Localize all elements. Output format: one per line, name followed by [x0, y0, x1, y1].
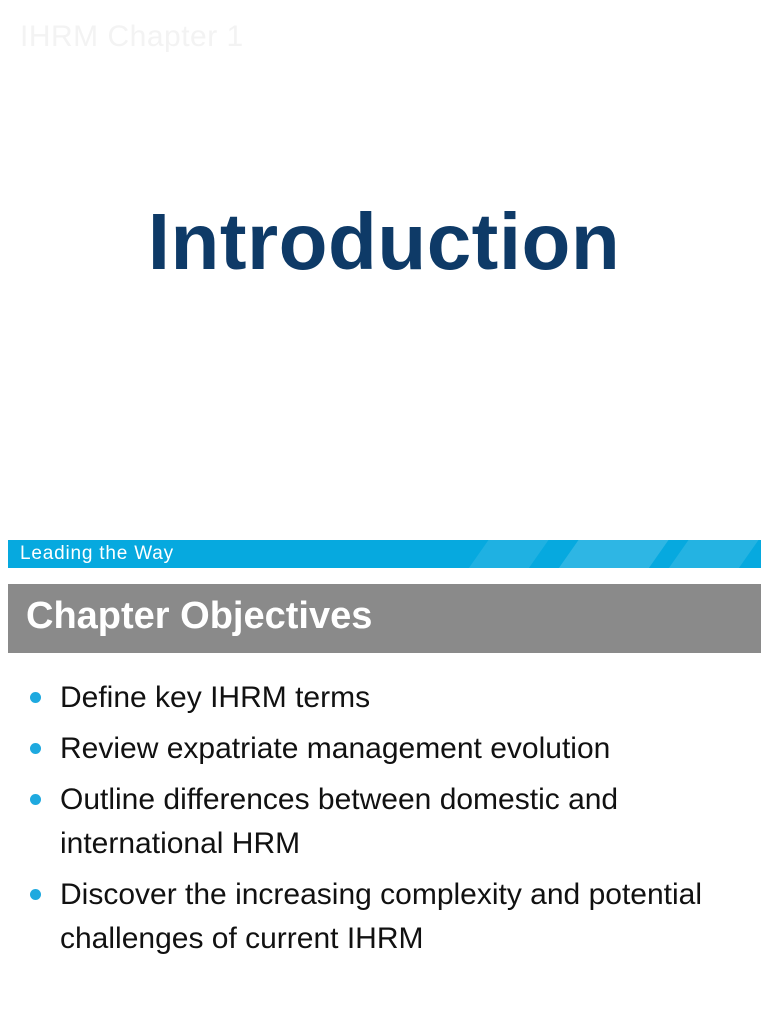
- watermark-text: IHRM Chapter 1: [20, 20, 244, 53]
- objectives-header: [8, 584, 761, 653]
- slide-title: Introduction: [147, 197, 621, 286]
- bullet-dot-icon: [30, 743, 41, 754]
- list-item: [26, 873, 746, 961]
- leading-the-way-ribbon: [8, 540, 761, 568]
- list-item-text: Outline differences between domestic and international HRM: [60, 783, 619, 860]
- list-item-text: Review expatriate management evolution: [60, 732, 611, 765]
- ribbon-label: Leading the Way: [20, 543, 174, 564]
- objectives-title: Chapter Objectives: [26, 595, 373, 637]
- bullet-dot-icon: [30, 794, 41, 805]
- ribbon-decoration: [543, 540, 682, 568]
- list-item: [26, 676, 746, 720]
- bullet-dot-icon: [30, 692, 41, 703]
- ribbon-decoration: [653, 540, 761, 568]
- ribbon-decoration: [453, 540, 562, 568]
- list-item: [26, 727, 746, 771]
- list-item: [26, 778, 746, 866]
- list-item-text: Discover the increasing complexity and potential challenges of current IHRM: [60, 878, 702, 955]
- list-item-text: Define key IHRM terms: [60, 681, 371, 714]
- bullet-dot-icon: [30, 889, 41, 900]
- objectives-list: [26, 676, 746, 968]
